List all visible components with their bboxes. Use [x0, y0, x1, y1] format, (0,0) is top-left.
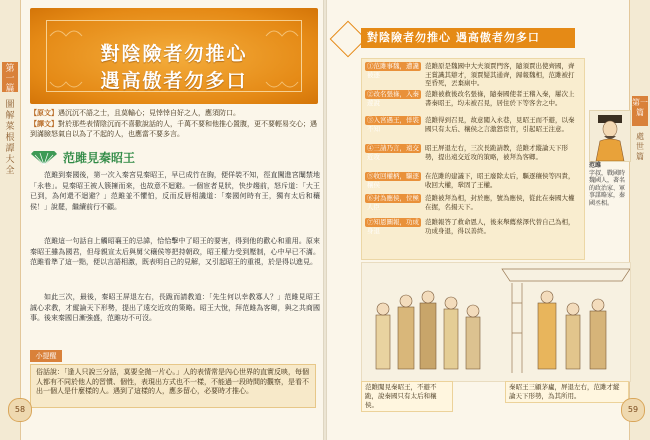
timeline-text: 昭王屏退左右，三次長跪請教，范雎才縱論天下形勢，提出遠交近攻的策略，被拜為客卿。: [425, 144, 568, 161]
timeline-label: ①范雎事魏，遭讒被逐: [367, 62, 419, 79]
right-section-title: 處世篇: [636, 132, 644, 161]
fan-icon: [30, 151, 58, 165]
timeline-label: ③入宮遇王，佯裝不知: [367, 116, 419, 133]
portrait-desc: 字叔，戰國時魏國人，著名的政治家、軍事謀略家，秦國丞相。: [589, 169, 626, 207]
translation-tag: 【譯文】: [30, 119, 58, 128]
portrait-caption: [589, 162, 629, 208]
story-paragraph-3: 如此三次，最後，秦昭王屏退左右，長跪而請教道：「先生何以幸教寡人？」范雎見昭王誠心求教，才縱論天下形勢，提出了遠交近攻的策略。昭王大悅，拜范雎為客卿，與之共商國事。後來秦國日漸強盛，范雎功不可沒。: [30, 293, 320, 323]
fan-ju-portrait: [589, 110, 631, 162]
timeline-text: 范雎原是魏國中大夫須賈門客，隨須賈出使齊國，齊王賞識其辯才，須賈疑其通齊，歸報魏相，范雎被打至昏死，丟棄廁中。: [425, 62, 575, 88]
title-banner: [30, 8, 318, 104]
note-ribbon: 小提醒: [30, 350, 62, 362]
original-body: 遇沉沉不語之士，且莫輸心；見悻悻自好之人，應須防口。: [58, 109, 240, 117]
right-page-number: 59: [621, 398, 645, 422]
illustration-caption-1: 范雎闖見秦昭王，不避不跪，說秦國只有太后和穰侯。: [361, 381, 453, 412]
timeline-text: 范雎得到召見，故意闖入永巷，見昭王而不避，以秦國只有太后、穰侯之言激怒宦官，引起昭王注意。: [425, 116, 575, 133]
right-chapter-tab: 第一篇: [632, 96, 648, 126]
right-header-title: 對陰險者勿推心 遇高傲者勿多口: [367, 31, 540, 44]
left-book-title: 圖解菜根譚大全: [5, 100, 15, 176]
left-page-number: 58: [8, 398, 32, 422]
original-text: [30, 108, 320, 118]
timeline-label: ⑥封為應侯，位極人臣: [367, 194, 419, 211]
note-box: 俗話說：「逢人只說三分話，莫要全拋一片心。」人的表情常是內心世界的直實反映，每個人都有不同於他人的習慣、個性，表現出方式也不一樣，不能過一段時間的觀察，是看不出一個人是什麼樣的人。遇到了這樣的人，應多留心，必要時才推心。: [30, 364, 316, 408]
court-scene-illustration: [361, 262, 631, 382]
illustration-caption-2: 秦昭王三顧茅廬，屏退左右，范雎才縱論天下形勢，為其所用。: [505, 381, 629, 403]
translation-text: [30, 119, 320, 139]
left-page: [0, 0, 323, 440]
right-page: [327, 0, 650, 440]
timeline-label: ④三請乃言，遠交近攻: [367, 144, 419, 161]
timeline-text: 范雎被拜為相，封於應，號為應侯，從此在秦國大權在握，名揚天下。: [425, 194, 575, 211]
page-title-line-2: 遇高傲者勿多口: [100, 70, 248, 92]
left-chapter-tab: 第一篇: [2, 62, 18, 92]
timeline-text: 范雎報答了救命恩人，後來舉薦蔡澤代替自己為相，功成身退，得以善終。: [425, 218, 575, 235]
timeline-label: ②改名張祿，入秦遊說: [367, 90, 419, 107]
story-paragraph-2: 范雎這一句話自上觸昭襄王的忌諱，恰恰擊中了昭王的要害，得到他的歡心和重用。原來秦昭王雖為國君，但母親宣太后與舅父穰侯等把持朝政，昭王權力受到壓制，心中早已不滿。范雎看準了這一點，便以言語相激，既表明自己的見解，又引起昭王的重視，於是得以進見。: [30, 237, 320, 267]
page-title-line-1: 對陰險者勿推心: [100, 43, 248, 65]
translation-body: 對於那些表情陰沉而不喜歡說話的人，千萬不要和他推心置腹，更不要輕易交心；遇到滿臉怒氣自以為了不起的人，也應當不要多言。: [30, 120, 317, 138]
right-side-strip: [629, 0, 650, 440]
section-heading: [30, 149, 310, 167]
timeline-text: 在范雎的建議下，昭王廢除太后，驅逐穰侯等四貴，收回大權，鞏固了王權。: [425, 172, 575, 189]
story-paragraph-1: 范雎到秦國後，第一次入秦宮見秦昭王，早已成竹在胸，便佯裝不知，徑直闖進宮闈禁地「永巷」。見秦昭王被人簇擁而來，也故意不迴避。一個宦者見狀，快步趨前，怒斥道：「大王已到，為何還不迴避？」范雎並不懼怕，反而反唇相譏道：「秦國何時有王，獨有太后和穰侯！」說罷，繼續前行不顧。: [30, 171, 320, 211]
section-title: 范雎見秦昭王: [63, 151, 136, 165]
timeline-text: 范雎被救後改名張祿，隨秦國使者王稽入秦，屢次上書秦昭王，均未被召見，居住於下等客舍之中。: [425, 90, 575, 107]
portrait-name: 范雎: [589, 162, 602, 169]
timeline-label: ⑦知恩圖報，功成身退: [367, 218, 419, 235]
original-tag: 【原文】: [30, 108, 58, 117]
timeline-label: ⑤收回權柄，驅逐穰侯: [367, 172, 419, 189]
